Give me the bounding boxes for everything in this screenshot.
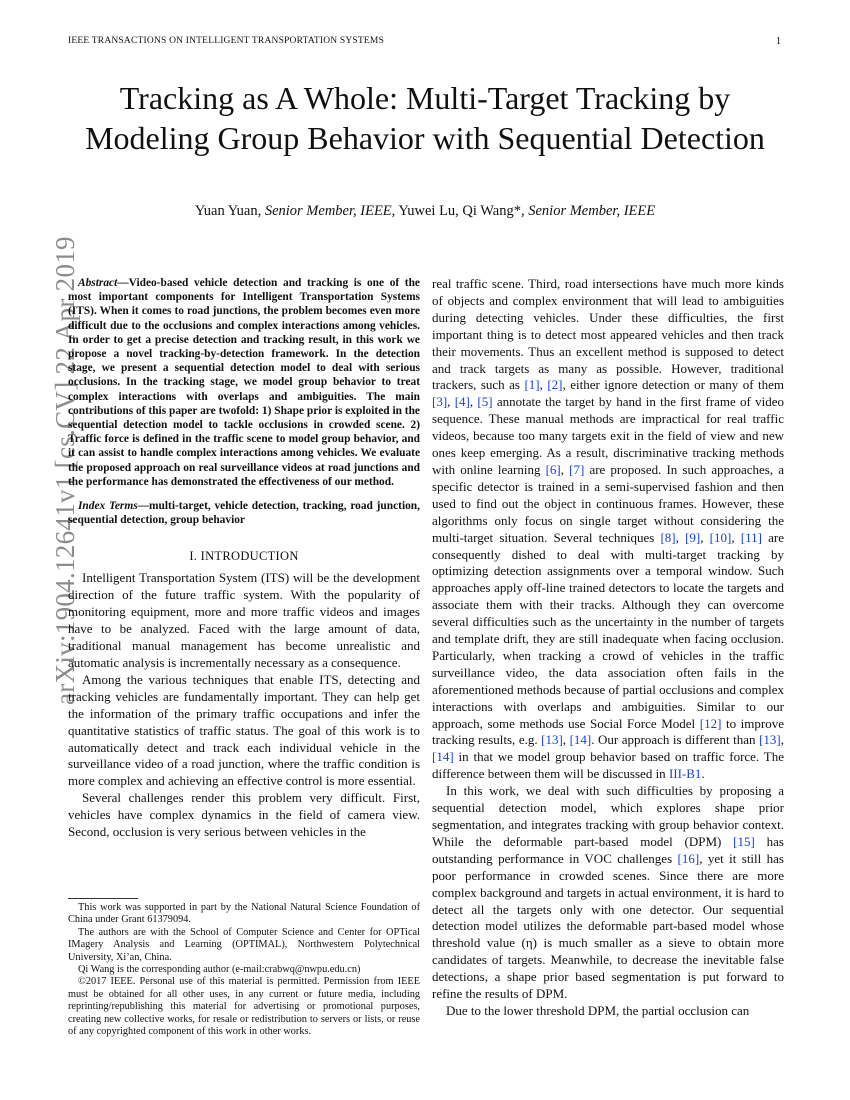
paragraph-text: has outstanding performance in VOC challenges bbox=[432, 833, 784, 866]
paragraph-text: . Our approach is different than bbox=[591, 732, 760, 748]
paragraph-text: . bbox=[701, 766, 705, 782]
footnotes bbox=[68, 902, 420, 1038]
footnote-funding: This work was supported in part by the National Natural Science Foundation of China under Grant 61379094. bbox=[68, 902, 420, 926]
paragraph-text: to improve tracking results, e.g. bbox=[432, 715, 784, 748]
citation-link[interactable]: [14] bbox=[569, 732, 592, 748]
citation-link[interactable]: [2] bbox=[547, 377, 563, 393]
author-2-3: Yuwei Lu, Qi Wang*, bbox=[398, 203, 525, 219]
paragraph-text: annotate the target by hand in the first frame of video sequence. These manual methods are impractical for real traffic videos, because too many targets exit in the field of view and new ones keep emerging. As a result, discriminative tracking methods with online learning bbox=[432, 394, 785, 477]
citation-link[interactable]: [13] bbox=[759, 732, 781, 748]
footnote-rule bbox=[68, 898, 138, 899]
footnote-corresponding: Qi Wang is the corresponding author (e-mail:crabwq@nwpu.edu.cn) bbox=[78, 964, 361, 976]
citation-link[interactable]: [15] bbox=[733, 833, 755, 849]
citation-link[interactable]: [8] bbox=[660, 529, 676, 545]
abstract-text: —Video-based vehicle detection and tracking is one of the most important components for Intelligent Transportation Systems (ITS). When it comes to road junctions, the problem becomes even more difficult due to the occlusions and complex interactions among vehicles. In order to get a precise detection and tracking result, in this work we propose a novel tracking-by-detection framework. In the detection stage, we present a sequential detection model to deal with serious occlusions. In the tracking stage, we model group behavior to treat complex interactions with overlaps and ambiguities. The main contributions of this paper are twofold: 1) Shape prior is exploited in the sequential detection model to tackle occlusions in crowded scene. 2) Traffic force is defined in the traffic scene to model group behavior, and it can assist to handle complex interactions among vehicles. We evaluate the proposed approach on real surveillance videos at road junctions and the performance has demonstrated the effectiveness of our method. bbox=[68, 277, 420, 488]
intro-paragraph-2: Among the various techniques that enable ITS, detecting and tracking vehicles are fundamentally important. They can help get the information of the primary traffic occupations and infer the quantitative statistics of traffic status. The goal of this work is to automatically detect and track each individual vehicle in the surveillance video of a road junction, where the traffic condition is more complex and achieving an effective control is more essential. bbox=[68, 671, 420, 789]
footnote-affiliation: The authors are with the School of Computer Science and Center for OPTical IMagery Analysis and Learning (OPTIMAL), Northwestern Polytechnical University, Xi’an, China. bbox=[68, 926, 420, 963]
abstract bbox=[68, 276, 420, 489]
citation-link[interactable]: [5] bbox=[477, 394, 493, 410]
paragraph-text: , bbox=[469, 394, 478, 410]
citation-link[interactable]: [16] bbox=[677, 850, 700, 866]
citation-link[interactable]: [10] bbox=[709, 529, 732, 545]
intro-paragraph-6: Due to the lower threshold DPM, the partial occlusion can bbox=[446, 1002, 750, 1018]
intro-paragraph-1: Intelligent Transportation System (ITS) will be the development direction of the future traffic system. With the popularity of monitoring equipment, more and more traffic videos and images have to be analyzed. Faced with the large amount of data, traditional manual management has become unrealistic and automatic analysis is incrementally necessary as a consequence. bbox=[68, 570, 420, 670]
index-terms-text: —multi-target, vehicle detection, tracking, road junction, sequential detection, group behavior bbox=[68, 500, 420, 527]
citation-link[interactable]: [9] bbox=[685, 529, 701, 545]
abstract-label: Abstract bbox=[78, 277, 118, 289]
index-terms-label: Index Terms bbox=[78, 500, 138, 513]
author-1: Yuan Yuan, bbox=[194, 203, 262, 219]
paragraph-text: real traffic scene. Third, road intersections have much more kinds of objects and complex environment that will lead to ambiguities during detecting vehicles. Under these difficulties, the first important thing is to detect most appeared vehicles and then track their movements. Thus an excellent method is supposed to detect and track targets as many as possible. However, traditional trackers, such as bbox=[432, 276, 784, 393]
right-column bbox=[432, 276, 784, 1020]
intro-paragraph-5 bbox=[432, 783, 784, 1003]
intro-paragraph-4 bbox=[432, 276, 784, 783]
intro-paragraph-3: Several challenges render this problem very difficult. First, vehicles have complex dynamics in the field of camera view. Second, occlusion is very serious between vehicles in the bbox=[68, 790, 420, 840]
paragraph-text: are proposed. In such approaches, a specific detector is trained in a semi-supervised fashion and then used to find out the object in continuous frames. However, these algorithms only focus on single target without considering the multi-target situation. Several techniques bbox=[432, 461, 784, 545]
section-heading-introduction: I. INTRODUCTION bbox=[189, 549, 299, 564]
arxiv-stamp bbox=[14, 236, 80, 705]
citation-link[interactable]: [7] bbox=[569, 461, 585, 477]
citation-link[interactable]: [3] bbox=[432, 394, 448, 410]
citation-link[interactable]: [14] bbox=[432, 749, 454, 765]
paragraph-text: In this work, we deal with such difficulties by proposing a sequential detection model, which explores shape prior segmentation, and integrates tracking with group behavior context. While the deformable part-based model (DPM) bbox=[432, 783, 784, 849]
paragraph-text: , either ignore detection or many of them bbox=[562, 377, 784, 393]
left-column bbox=[68, 276, 420, 841]
paragraph-text: in that we model group behavior based on traffic force. The difference between them will be discussed in bbox=[432, 749, 784, 782]
paragraph-text: , bbox=[700, 529, 710, 545]
paragraph-text: , bbox=[675, 529, 686, 545]
citation-link[interactable]: [13] bbox=[541, 732, 563, 748]
citation-link[interactable]: [1] bbox=[524, 377, 540, 393]
arxiv-stamp-text: arXiv:1904.12641v1 [cs.CV] 22 Apr 2019 bbox=[50, 236, 80, 705]
citation-link[interactable]: [12] bbox=[699, 715, 722, 731]
paragraph-text: , bbox=[562, 732, 570, 748]
paragraph-text: , bbox=[560, 461, 570, 477]
footnote-copyright: ©2017 IEEE. Personal use of this material is permitted. Permission from IEEE must be obtained for all other uses, in any current or future media, including reprinting/republishing this material for advertising or promotional purposes, creating new collective works, for resale or redistribution to servers or lists, or reuse of any copyrighted component of this work in other works. bbox=[68, 976, 420, 1038]
citation-link[interactable]: [6] bbox=[545, 461, 561, 477]
citation-link[interactable]: [4] bbox=[454, 394, 470, 410]
citation-link[interactable]: III-B1 bbox=[668, 766, 702, 782]
paragraph-text: , bbox=[447, 394, 455, 410]
index-terms bbox=[68, 499, 420, 527]
author-line bbox=[60, 203, 790, 220]
paragraph-text: , yet it still has poor performance in crowded scenes. Since there are more complex background and targets in actual environment, it is hard to detect all the targets only with one detector. Our sequential detection model utilizes the deformable part-based model whose threshold value (η) is much smaller as a sieve to obtain more candidates of targets. Meanwhile, to decrease the inevitable false detections, a shape prior based segmentation is put forward to refine the results of DPM. bbox=[432, 850, 784, 1002]
paragraph-text: , bbox=[731, 529, 741, 545]
running-header: IEEE TRANSACTIONS ON INTELLIGENT TRANSPORTATION SYSTEMS bbox=[68, 36, 385, 46]
paragraph-text: , bbox=[539, 377, 548, 393]
paragraph-text: are consequently dished to deal with multi-target tracking by optimizing detection assignments over a temporal window. Such approaches apply off-line trained detectors to locate the targets and associate them with their tracks. Although they can overcome several difficulties such as the uncertainty in the number of targets and template drift, they are still inadequate when facing occlusion. Particularly, when tracking a crowd of vehicles in the traffic surveillance video, the data association often fails in the aforementioned methods because of partial occlusions and complex interactions with overlaps and ambiguities. Similar to our approach, some methods use Social Force Model bbox=[432, 529, 785, 731]
citation-link[interactable]: [11] bbox=[740, 529, 762, 545]
author-1-role: Senior Member, IEEE, bbox=[264, 203, 396, 219]
paper-title: Tracking as A Whole: Multi-Target Tracking by Modeling Group Behavior with Sequential Detection bbox=[85, 80, 765, 156]
paragraph-text: , bbox=[780, 732, 784, 748]
page-number: 1 bbox=[776, 36, 781, 47]
author-3-role: Senior Member, IEEE bbox=[528, 203, 656, 219]
